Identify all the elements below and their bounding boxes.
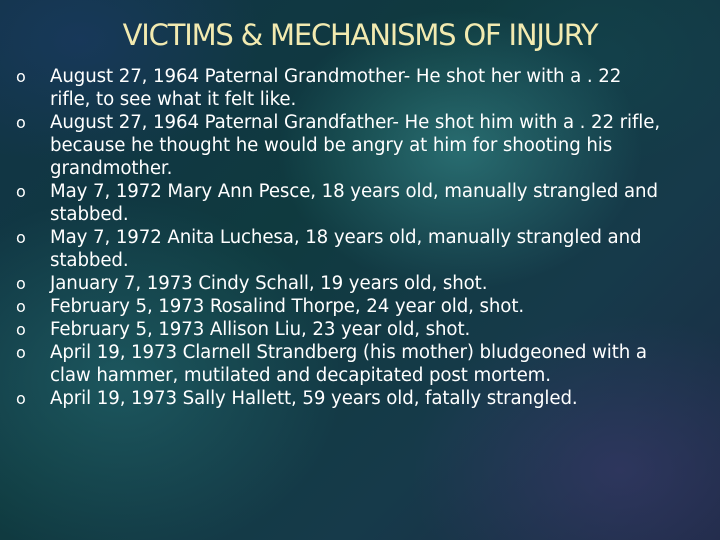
bullet-text (50, 341, 706, 387)
bullet-marker-icon: o (16, 228, 26, 247)
bullet-line: February 5, 1973 Rosalind Thorpe, 24 year old, shot. (50, 296, 525, 317)
bullet-marker-icon: o (16, 320, 26, 339)
bullet-item (16, 65, 706, 111)
slide-title: VICTIMS & MECHANISMS OF INJURY (122, 18, 598, 52)
bullet-line: grandmother. (50, 158, 173, 179)
bullet-line: claw hammer, mutilated and decapitated post mortem. (50, 365, 551, 386)
bullet-marker-icon: o (16, 113, 26, 132)
bullet-line: because he thought he would be angry at him for shooting his (50, 135, 613, 156)
bullet-text (50, 387, 706, 410)
bullet-marker-icon: o (16, 274, 26, 293)
bullet-line: May 7, 1972 Mary Ann Pesce, 18 years old, manually strangled and (50, 181, 658, 202)
bullet-marker-icon: o (16, 343, 26, 362)
bullet-line: stabbed. (50, 250, 129, 271)
bullet-line: May 7, 1972 Anita Luchesa, 18 years old, manually strangled and (50, 227, 642, 248)
bullet-line: rifle, to see what it felt like. (50, 89, 297, 110)
bullet-item (16, 272, 706, 295)
bullet-line: April 19, 1973 Sally Hallett, 59 years old, fatally strangled. (50, 388, 578, 409)
bullet-marker-icon: o (16, 67, 26, 86)
bullet-item (16, 226, 706, 272)
bullet-text (50, 180, 706, 226)
bullet-text (50, 65, 706, 111)
bullet-text (50, 295, 706, 318)
bullet-line: February 5, 1973 Allison Liu, 23 year old, shot. (50, 319, 471, 340)
bullet-line: stabbed. (50, 204, 129, 225)
bullet-text (50, 272, 706, 295)
bullet-marker-icon: o (16, 389, 26, 408)
bullet-item (16, 180, 706, 226)
bullet-line: April 19, 1973 Clarnell Strandberg (his mother) bludgeoned with a (50, 342, 647, 363)
bullet-text (50, 226, 706, 272)
bullet-line: August 27, 1964 Paternal Grandfather- He shot him with a . 22 rifle, (50, 112, 661, 133)
bullet-line: August 27, 1964 Paternal Grandmother- He shot her with a . 22 (50, 66, 622, 87)
bullet-line: January 7, 1973 Cindy Schall, 19 years old, shot. (50, 273, 488, 294)
bullet-text (50, 318, 706, 341)
bullet-item (16, 111, 706, 180)
bullet-item (16, 318, 706, 341)
bullet-text (50, 111, 706, 180)
bullet-marker-icon: o (16, 297, 26, 316)
bullet-item (16, 387, 706, 410)
bullet-list (16, 65, 706, 410)
bullet-item (16, 295, 706, 318)
bullet-item (16, 341, 706, 387)
bullet-marker-icon: o (16, 182, 26, 201)
